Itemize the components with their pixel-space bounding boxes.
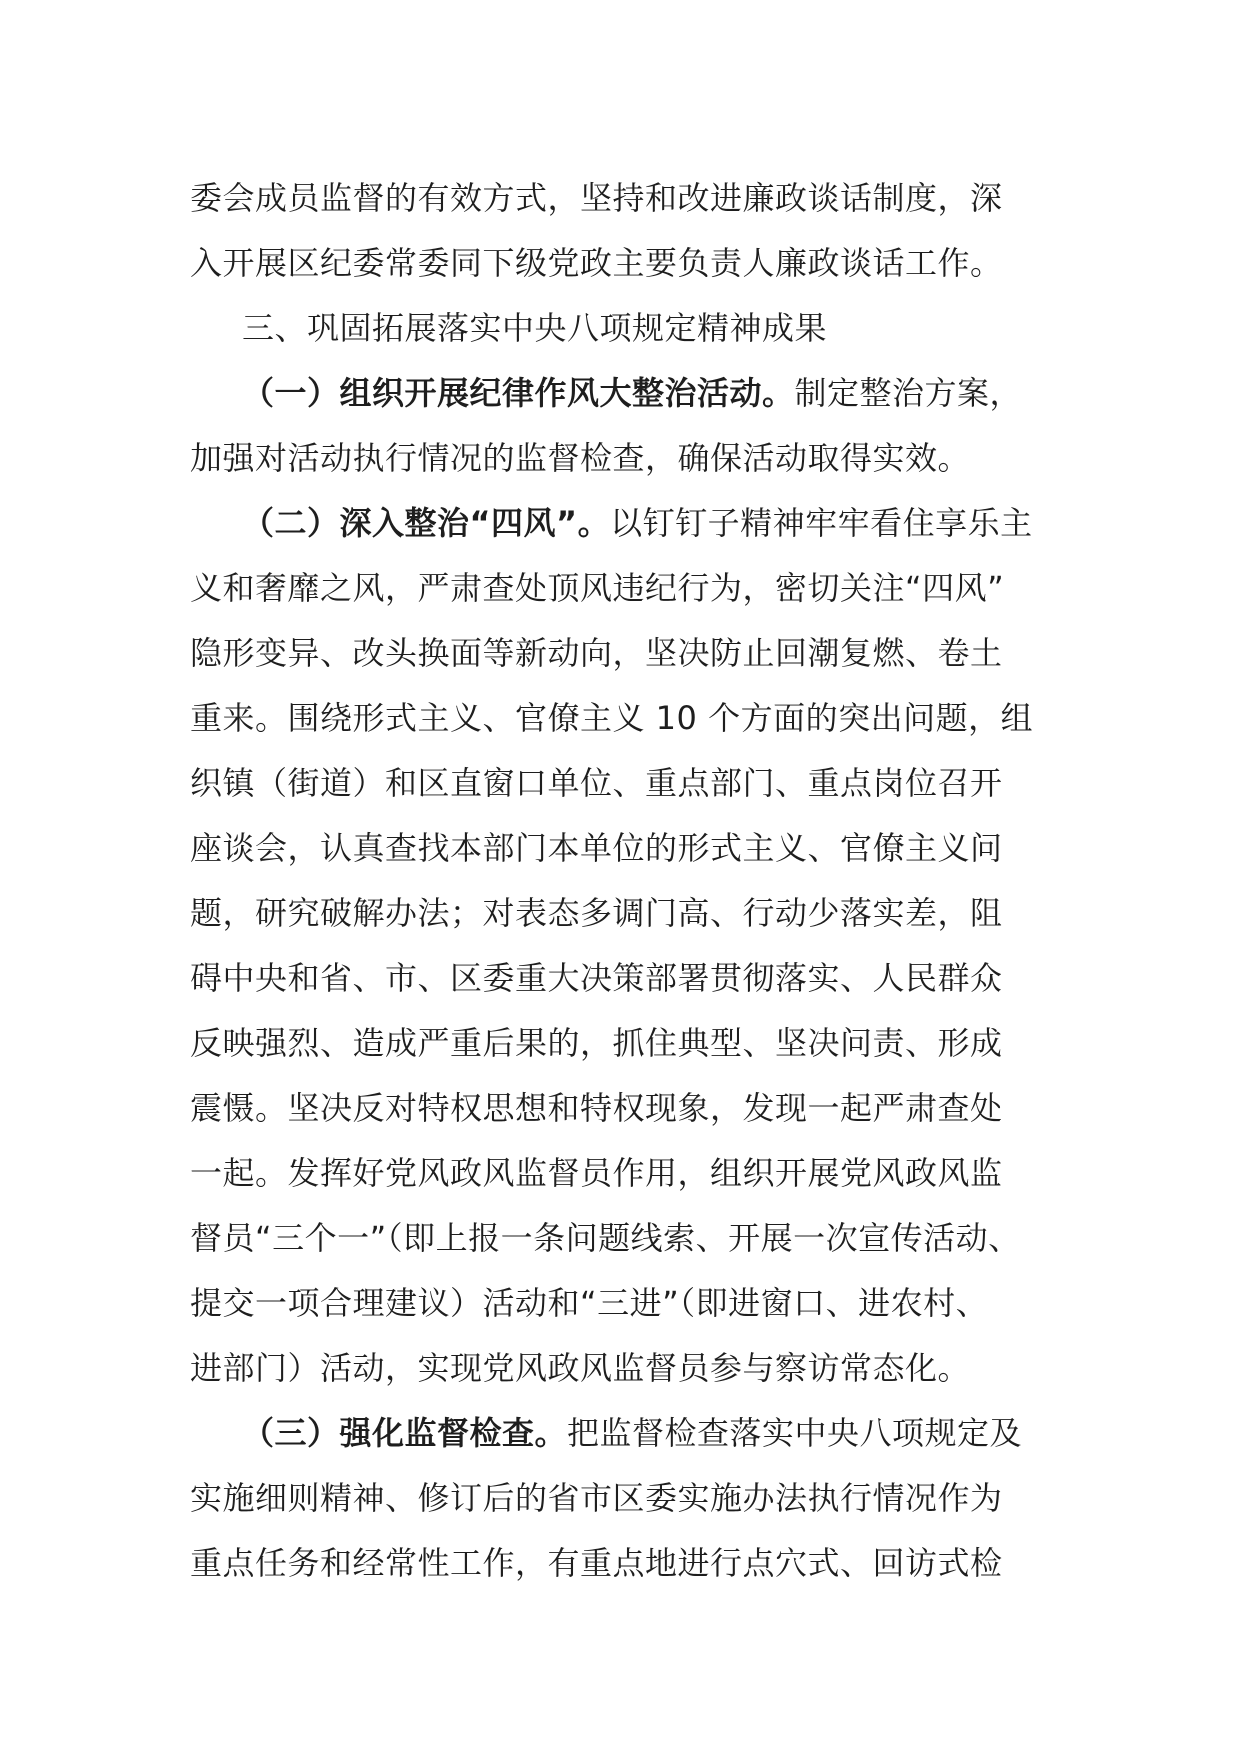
subsection-line bbox=[190, 361, 1060, 426]
subsection-title: （一）组织开展纪律作风大整治活动。 bbox=[242, 374, 795, 412]
line-text: 入开展区纪委常委同下级党政主要负责人廉政谈话工作。 bbox=[190, 244, 1003, 282]
line-text: 提交一项合理建议）活动和“三进”（即进窗口、进农村、 bbox=[190, 1284, 989, 1322]
line-text: 织镇（街道）和区直窗口单位、重点部门、重点岗位召开 bbox=[190, 764, 1003, 802]
text-line bbox=[190, 686, 1060, 751]
text-line bbox=[190, 166, 1060, 231]
section-heading bbox=[190, 296, 1060, 361]
text-line bbox=[190, 1206, 1060, 1271]
text-line bbox=[190, 1531, 1060, 1596]
line-text: 制定整治方案， bbox=[794, 374, 1023, 412]
text-line bbox=[190, 556, 1060, 621]
text-line bbox=[190, 1076, 1060, 1141]
line-text: 题，研究破解办法；对表态多调门高、行动少落实差，阻 bbox=[190, 894, 1003, 932]
line-text: 义和奢靡之风，严肃查处顶风违纪行为，密切关注“四风” bbox=[190, 569, 1005, 607]
subsection-title: （三）强化监督检查。 bbox=[242, 1414, 568, 1452]
subsection-line bbox=[190, 491, 1060, 556]
subsection-line bbox=[190, 1401, 1060, 1466]
line-text: 隐形变异、改头换面等新动向，坚决防止回潮复燃、卷土 bbox=[190, 634, 1003, 672]
text-line bbox=[190, 231, 1060, 296]
text-line bbox=[190, 1466, 1060, 1531]
text-line bbox=[190, 621, 1060, 686]
line-text: 重点任务和经常性工作，有重点地进行点穴式、回访式检 bbox=[190, 1544, 1003, 1582]
line-text: 反映强烈、造成严重后果的，抓住典型、坚决问责、形成 bbox=[190, 1024, 1003, 1062]
subsection-title: （二）深入整治“四风”。 bbox=[242, 504, 611, 542]
line-text: 进部门）活动，实现党风政风监督员参与察访常态化。 bbox=[190, 1349, 971, 1387]
line-text: 重来。围绕形式主义、官僚主义 10 个方面的突出问题，组 bbox=[190, 699, 1034, 737]
text-line bbox=[190, 1141, 1060, 1206]
line-text: 一起。发挥好党风政风监督员作用，组织开展党风政风监 bbox=[190, 1154, 1003, 1192]
line-text: 督员“三个一”（即上报一条问题线索、开展一次宣传活动、 bbox=[190, 1219, 1021, 1257]
line-text: 以钉钉子精神牢牢看住享乐主 bbox=[610, 504, 1033, 542]
text-line bbox=[190, 426, 1060, 491]
line-text: 委会成员监督的有效方式，坚持和改进廉政谈话制度，深 bbox=[190, 179, 1003, 217]
section-heading-text: 三、巩固拓展落实中央八项规定精神成果 bbox=[242, 309, 828, 347]
text-line bbox=[190, 1271, 1060, 1336]
line-text: 碍中央和省、市、区委重大决策部署贯彻落实、人民群众 bbox=[190, 959, 1003, 997]
text-line bbox=[190, 816, 1060, 881]
text-line bbox=[190, 881, 1060, 946]
document-body bbox=[190, 166, 1060, 1596]
line-text: 震慑。坚决反对特权思想和特权现象，发现一起严肃查处 bbox=[190, 1089, 1003, 1127]
text-line bbox=[190, 1011, 1060, 1076]
text-line bbox=[190, 1336, 1060, 1401]
text-line bbox=[190, 751, 1060, 816]
line-text: 实施细则精神、修订后的省市区委实施办法执行情况作为 bbox=[190, 1479, 1003, 1517]
line-text: 加强对活动执行情况的监督检查，确保活动取得实效。 bbox=[190, 439, 971, 477]
text-line bbox=[190, 946, 1060, 1011]
line-text: 把监督检查落实中央八项规定及 bbox=[567, 1414, 1023, 1452]
line-text: 座谈会，认真查找本部门本单位的形式主义、官僚主义问 bbox=[190, 829, 1003, 867]
